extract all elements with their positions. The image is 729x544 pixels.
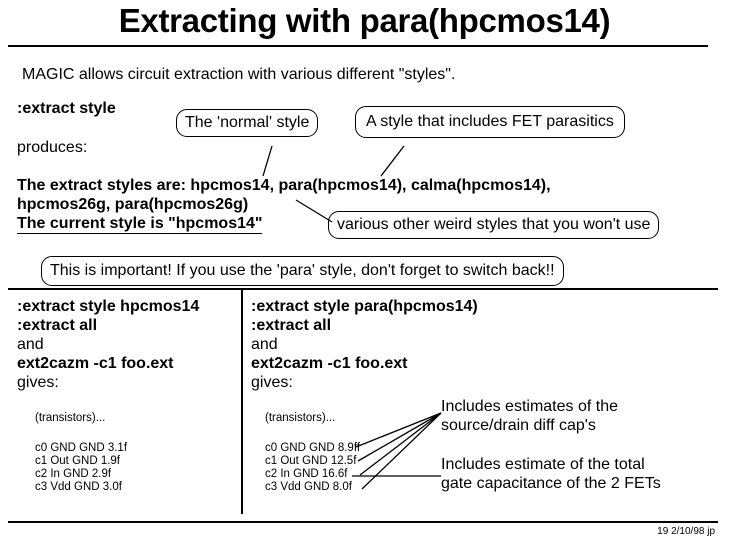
right-cap-2: c2 In GND 16.6f: [265, 468, 348, 480]
connector-fet-parasitics: [381, 146, 404, 176]
connector-diff-cap-c3: [362, 413, 441, 489]
right-cap-1: c1 Out GND 12.5f: [265, 455, 357, 467]
left-cap-1: c1 Out GND 1.9f: [35, 455, 121, 467]
left-gives: gives:: [17, 374, 59, 391]
annotation-gate-cap-line-2: gate capacitance of the 2 FETs: [441, 475, 661, 492]
output-line-3: The current style is "hpcmos14": [17, 215, 263, 232]
left-transistors: (transistors)...: [35, 412, 106, 424]
left-cmd-style: :extract style hpcmos14: [17, 298, 200, 315]
left-cap-2: c2 In GND 2.9f: [35, 468, 112, 480]
callout-weird-styles: various other weird styles that you won't use: [328, 211, 659, 239]
callout-normal-style: The 'normal' style: [176, 109, 318, 137]
produces-label: produces:: [17, 139, 88, 156]
extract-style-command: :extract style: [17, 100, 116, 117]
left-and: and: [17, 336, 44, 353]
annotation-diff-cap-line-1: Includes estimates of the: [441, 398, 618, 415]
right-cap-3: c3 Vdd GND 8.0f: [265, 481, 352, 493]
callout-important: This is important! If you use the 'para' style, don't forget to switch back!!: [41, 256, 564, 286]
callout-fet-parasitics: A style that includes FET parasitics: [355, 106, 625, 138]
connector-diff-cap-c0: [356, 413, 441, 447]
right-cap-0: c0 GND GND 8.9ff: [265, 442, 361, 454]
right-and: and: [251, 336, 278, 353]
right-transistors: (transistors)...: [265, 412, 336, 424]
footer-page-info: 19 2/10/98 jp: [657, 526, 715, 537]
intro-text: MAGIC allows circuit extraction with various different "styles".: [22, 66, 456, 83]
annotation-diff-cap-line-2: source/drain diff cap's: [441, 417, 596, 434]
right-cmd-ext2cazm: ext2cazm -c1 foo.ext: [251, 355, 408, 372]
left-cmd-extract-all: :extract all: [17, 317, 98, 334]
right-gives: gives:: [251, 374, 293, 391]
page-title: Extracting with para(hpcmos14): [118, 2, 611, 39]
left-cap-3: c3 Vdd GND 3.0f: [35, 481, 122, 493]
connector-normal-style: [263, 146, 272, 176]
left-cmd-ext2cazm: ext2cazm -c1 foo.ext: [17, 355, 174, 372]
right-cmd-extract-all: :extract all: [251, 317, 332, 334]
left-cap-0: c0 GND GND 3.1f: [35, 442, 128, 454]
annotation-gate-cap-line-1: Includes estimate of the total: [441, 456, 645, 473]
connector-diff-cap-c2: [360, 413, 441, 475]
output-line-2: hpcmos26g, para(hpcmos26g): [17, 196, 249, 213]
output-line-1: The extract styles are: hpcmos14, para(hpcmos14), calma(hpcmos14),: [17, 177, 551, 194]
right-cmd-style: :extract style para(hpcmos14): [251, 298, 478, 315]
connector-weird-styles: [296, 200, 332, 222]
